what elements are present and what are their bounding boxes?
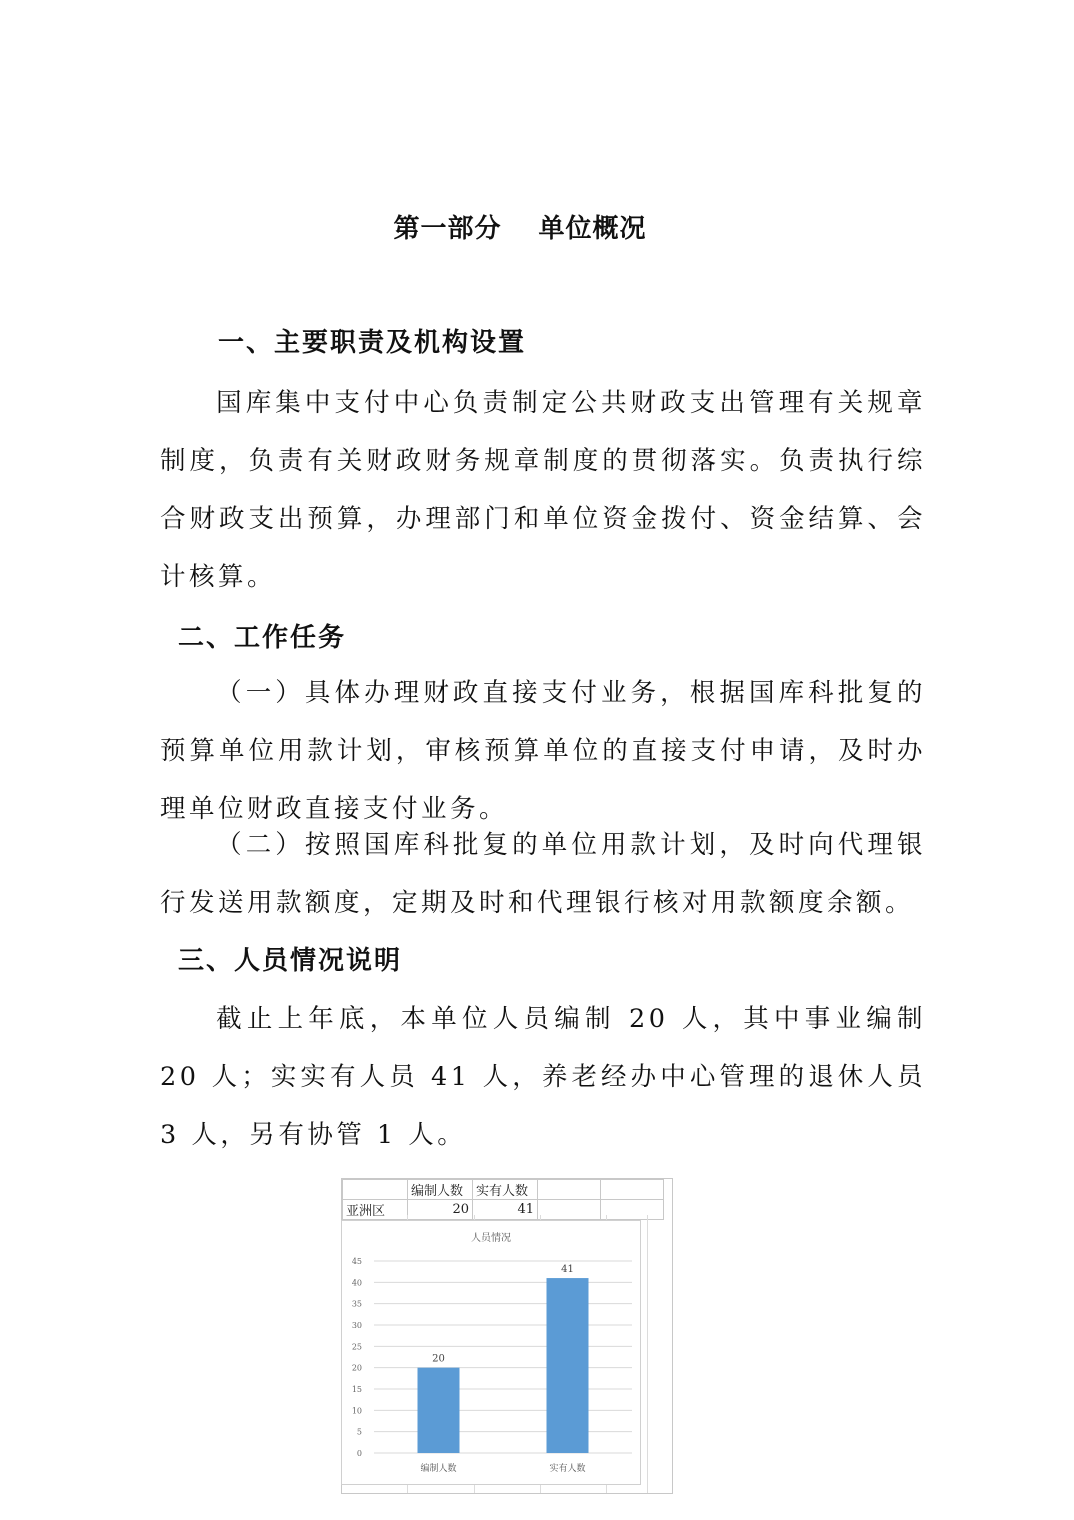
sheet-cell [343, 1180, 408, 1200]
bar-data-label: 41 [561, 1264, 574, 1276]
paragraph-duties: 国库集中支付中心负责制定公共财政支出管理有关规章制度，负责有关财政财务规章制度的贯彻落实。负责执行综合财政支出预算，办理部门和单位资金拨付、资金结算、会计核算。 [160, 388, 926, 592]
sheet-gridline [647, 1215, 648, 1493]
x-tick-label: 实有人数 [549, 1464, 586, 1474]
sheet-cell [601, 1200, 664, 1220]
y-tick-label: 45 [351, 1257, 362, 1266]
spreadsheet-table [342, 1179, 664, 1220]
y-tick-label: 10 [351, 1406, 362, 1416]
y-tick-label: 0 [356, 1449, 362, 1458]
spreadsheet-data-row [343, 1200, 664, 1220]
y-tick-label: 30 [351, 1321, 362, 1330]
paragraph-task-2: （二）按照国库科批复的单位用款计划，及时向代理银行发送用款额度，定期及时和代理银行核对用款额度余额。 [160, 830, 926, 918]
bar-data-label: 20 [432, 1353, 445, 1365]
y-tick-label: 5 [356, 1427, 362, 1437]
chart-title: 人员情况 [471, 1233, 511, 1244]
sheet-cell [538, 1180, 601, 1200]
section-heading-tasks: 二、工作任务 [178, 623, 347, 653]
y-tick-label: 25 [351, 1342, 362, 1352]
chart-svg [342, 1221, 640, 1484]
section-heading-duties: 一、主要职责及机构设置 [218, 328, 527, 358]
part-title: 第一部分 单位概况 [393, 214, 647, 244]
y-tick-label: 35 [351, 1299, 362, 1309]
sheet-cell: 20 [408, 1200, 473, 1220]
sheet-cell: 41 [473, 1200, 538, 1220]
section-heading-staff: 三、人员情况说明 [178, 946, 403, 976]
staff-bar-chart [341, 1220, 641, 1485]
paragraph-task-1: （一）具体办理财政直接支付业务，根据国库科批复的预算单位用款计划，审核预算单位的直接支付申请，及时办理单位财政直接支付业务。 [160, 678, 926, 824]
y-tick-label: 40 [351, 1278, 362, 1288]
sheet-cell [538, 1200, 601, 1220]
sheet-cell [601, 1180, 664, 1200]
x-tick-label: 编制人数 [420, 1464, 457, 1474]
sheet-cell: 编制人数 [408, 1180, 473, 1200]
y-tick-label: 15 [351, 1385, 362, 1394]
chart-bar [547, 1278, 589, 1453]
sheet-cell: 实有人数 [473, 1180, 538, 1200]
paragraph-staff: 截止上年底，本单位人员编制 20 人，其中事业编制 20 人；实实有人员 41 人，养老经办中心管理的退休人员 3 人，另有协管 1 人。 [160, 1004, 926, 1150]
y-tick-label: 20 [351, 1363, 362, 1373]
sheet-cell: 亚洲区 [343, 1200, 408, 1220]
spreadsheet-header-row [343, 1180, 664, 1200]
chart-bar [418, 1368, 460, 1453]
